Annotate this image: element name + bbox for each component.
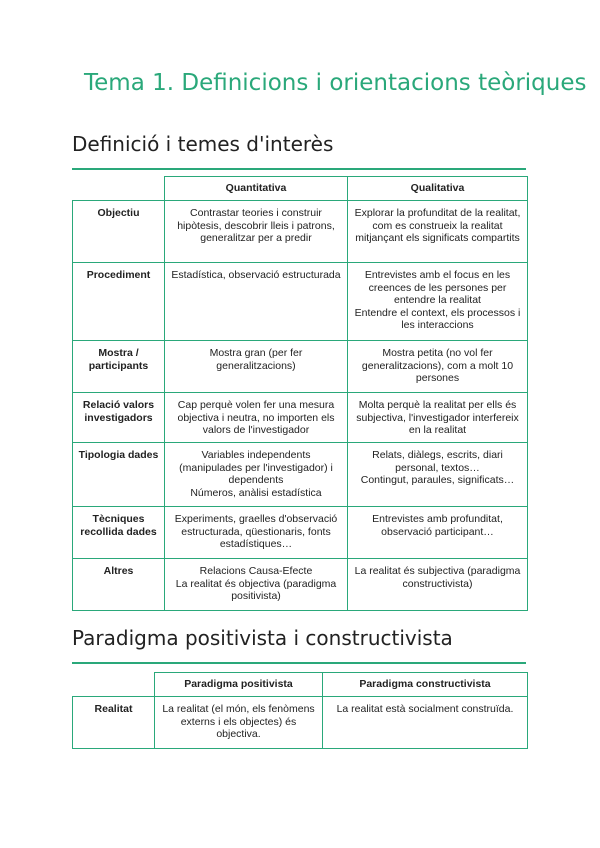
- cell-qualitativa: Explorar la profunditat de la realitat, com es construeix la realitat mitjançant els significats compartits: [348, 201, 528, 263]
- column-header-positivista: Paradigma positivista: [155, 673, 323, 697]
- section-title-definicio: Definició i temes d'interès: [72, 132, 334, 156]
- cell-qualitativa: La realitat és subjectiva (paradigma constructivista): [348, 559, 528, 611]
- cell-qualitativa: Entrevistes amb el focus en les creences de les persones per entendre la realitat Entendre el context, els processos i les interaccions: [348, 263, 528, 341]
- cell-quantitativa: Experiments, graelles d'observació estructurada, qüestionaris, fonts estadístiques…: [165, 507, 348, 559]
- table-corner: [73, 673, 155, 697]
- row-label: Tècniques recollida dades: [73, 507, 165, 559]
- cell-quantitativa: Contrastar teories i construir hipòtesis, descobrir lleis i patrons, generalitzar per a predir: [165, 201, 348, 263]
- table-row: [73, 697, 528, 749]
- section-divider: [72, 168, 526, 170]
- comparison-table-quant-qual: [72, 176, 528, 611]
- page-title: Tema 1. Definicions i orientacions teòriques: [84, 70, 587, 96]
- column-header-quantitativa: Quantitativa: [165, 177, 348, 201]
- cell-constructivista: La realitat està socialment construïda.: [323, 697, 528, 749]
- row-label: Altres: [73, 559, 165, 611]
- row-label: Procediment: [73, 263, 165, 341]
- table-row: [73, 443, 528, 507]
- row-label: Tipologia dades: [73, 443, 165, 507]
- cell-quantitativa: Variables independents (manipulades per l'investigador) i dependents Números, anàlisi estadística: [165, 443, 348, 507]
- comparison-table-paradigmes: [72, 672, 528, 749]
- cell-quantitativa: Cap perquè volen fer una mesura objectiva i neutra, no importen els valors de l'investigador: [165, 393, 348, 443]
- section-title-paradigma: Paradigma positivista i constructivista: [72, 626, 453, 650]
- table-row: [73, 393, 528, 443]
- row-label: Realitat: [73, 697, 155, 749]
- table-row: [73, 263, 528, 341]
- cell-qualitativa: Relats, diàlegs, escrits, diari personal, textos… Contingut, paraules, significats…: [348, 443, 528, 507]
- cell-qualitativa: Entrevistes amb profunditat, observació participant…: [348, 507, 528, 559]
- row-label: Objectiu: [73, 201, 165, 263]
- cell-quantitativa: Relacions Causa-Efecte La realitat és objectiva (paradigma positivista): [165, 559, 348, 611]
- cell-qualitativa: Molta perquè la realitat per ells és subjectiva, l'investigador interfereix en la realitat: [348, 393, 528, 443]
- cell-quantitativa: Mostra gran (per fer generalitzacions): [165, 341, 348, 393]
- table-row: [73, 559, 528, 611]
- cell-qualitativa: Mostra petita (no vol fer generalitzacions), com a molt 10 persones: [348, 341, 528, 393]
- table-row: [73, 507, 528, 559]
- column-header-qualitativa: Qualitativa: [348, 177, 528, 201]
- cell-quantitativa: Estadística, observació estructurada: [165, 263, 348, 341]
- table-corner: [73, 177, 165, 201]
- row-label: Relació valors investigadors: [73, 393, 165, 443]
- cell-positivista: La realitat (el món, els fenòmens externs i els objectes) és objectiva.: [155, 697, 323, 749]
- section-divider: [72, 662, 526, 664]
- table-row: [73, 201, 528, 263]
- row-label: Mostra / participants: [73, 341, 165, 393]
- table-row: [73, 341, 528, 393]
- column-header-constructivista: Paradigma constructivista: [323, 673, 528, 697]
